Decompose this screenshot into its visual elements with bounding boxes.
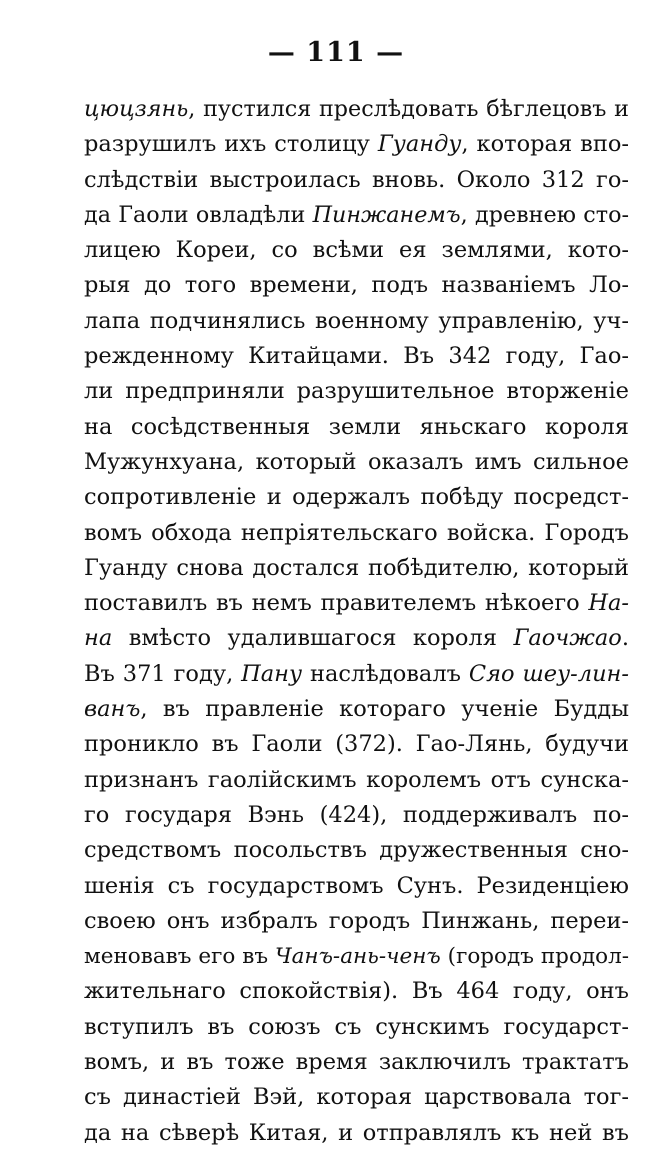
italic-text: Чанъ-ань-ченъ: [275, 944, 441, 970]
text-line: [84, 727, 629, 762]
text-segment: меновавъ его въ: [84, 944, 275, 970]
italic-text: На-: [588, 590, 629, 617]
text-line: [84, 304, 629, 339]
text-segment: слѣдствіи выстроилась вновь. Около 312 го-: [84, 166, 629, 193]
text-segment: (городъ продол-: [440, 944, 629, 970]
text-segment: .: [621, 625, 629, 652]
text-segment: вомъ, и въ тоже время заключилъ трактатъ: [84, 1049, 629, 1076]
text-line: [84, 692, 629, 727]
text-line: [84, 233, 629, 268]
text-line: [84, 904, 629, 939]
text-segment: вступилъ въ союзъ съ сунскимъ государст-: [84, 1013, 629, 1040]
text-line: [84, 763, 629, 798]
text-segment: шенія съ государствомъ Сунъ. Резиденціею: [84, 872, 629, 899]
text-segment: рыя до того времени, подъ названіемъ Ло-: [84, 272, 629, 299]
text-line: [84, 657, 629, 692]
text-segment: го государя Вэнь (424), поддерживалъ по-: [84, 801, 629, 828]
text-segment: своею онъ избралъ городъ Пинжань, переи-: [84, 907, 629, 934]
italic-text: Пану: [241, 660, 303, 687]
text-line: [84, 410, 629, 445]
text-segment: жительнаго спокойствія). Въ 464 году, онъ: [84, 978, 629, 1005]
text-segment: лапа подчинялись военному управленію, уч-: [84, 307, 629, 334]
text-segment: , въ правленіе котораго ученіе Будды: [140, 696, 629, 723]
italic-text: цюцзянь: [84, 96, 189, 122]
text-line: [84, 1045, 629, 1080]
text-line: [84, 798, 629, 833]
text-line: [84, 374, 629, 409]
body-text: [84, 92, 629, 1151]
text-segment: вмѣсто удалившагося короля: [112, 625, 514, 652]
text-segment: да на сѣверѣ Китая, и отправлялъ къ ней въ: [84, 1119, 629, 1146]
text-segment: , которая впо-: [461, 131, 629, 158]
text-segment: средствомъ посольствъ дружественныя сно-: [84, 837, 629, 864]
italic-text: ванъ: [84, 696, 141, 723]
text-line: [84, 621, 629, 656]
text-line: [84, 833, 629, 868]
text-line: [84, 1010, 629, 1045]
text-line: [84, 869, 629, 904]
italic-text: на: [84, 625, 113, 652]
text-line: [84, 1116, 629, 1151]
text-line: [84, 551, 629, 586]
text-line: [84, 198, 629, 233]
text-segment: лицею Кореи, со всѣми ея землями, кото-: [84, 237, 629, 264]
text-segment: поставилъ въ немъ правителемъ нѣкоего: [84, 590, 589, 617]
text-line: [84, 586, 629, 621]
text-segment: съ династіей Вэй, которая царствовала тог-: [84, 1084, 629, 1111]
text-segment: Гуанду снова достался побѣдителю, который: [84, 554, 629, 581]
text-line: [84, 268, 629, 303]
text-segment: признанъ гаолійскимъ королемъ отъ сунска-: [84, 766, 629, 793]
text-line: [84, 974, 629, 1009]
text-segment: да Гаоли овладѣли: [84, 201, 313, 228]
page-number: — 111 —: [267, 37, 405, 68]
text-line: [84, 127, 629, 162]
text-segment: проникло въ Гаоли (372). Гао-Лянь, будучи: [84, 731, 629, 758]
text-line: [84, 516, 629, 551]
text-segment: ли предприняли разрушительное вторженіе: [84, 378, 629, 405]
text-segment: Въ 371 году,: [84, 660, 242, 687]
text-line: [84, 939, 629, 974]
italic-text: Пинжанемъ: [312, 201, 461, 228]
text-line: [84, 339, 629, 374]
text-segment: , древнею сто-: [460, 201, 629, 228]
text-segment: режденному Китайцами. Въ 342 году, Гао-: [84, 343, 629, 370]
text-segment: наслѣдовалъ: [302, 660, 469, 687]
italic-text: Гуанду: [377, 131, 462, 158]
text-line: [84, 163, 629, 198]
text-line: [84, 445, 629, 480]
text-line: [84, 1080, 629, 1115]
text-segment: , пустился преслѣдовать бѣглецовъ и: [188, 96, 629, 122]
italic-text: Гаочжао: [513, 625, 622, 652]
text-line: [84, 92, 629, 127]
text-segment: на сосѣдственныя земли яньскаго короля: [84, 413, 629, 440]
text-segment: вомъ обхода непріятельскаго войска. Городъ: [84, 519, 629, 546]
text-segment: разрушилъ ихъ столицу: [84, 131, 378, 158]
text-line: [84, 480, 629, 515]
italic-text: Сяо шеу-лин-: [468, 660, 629, 687]
text-segment: сопротивленіе и одержалъ побѣду посредст-: [84, 484, 629, 511]
text-segment: Мужунхуана, который оказалъ имъ сильное: [84, 448, 629, 475]
